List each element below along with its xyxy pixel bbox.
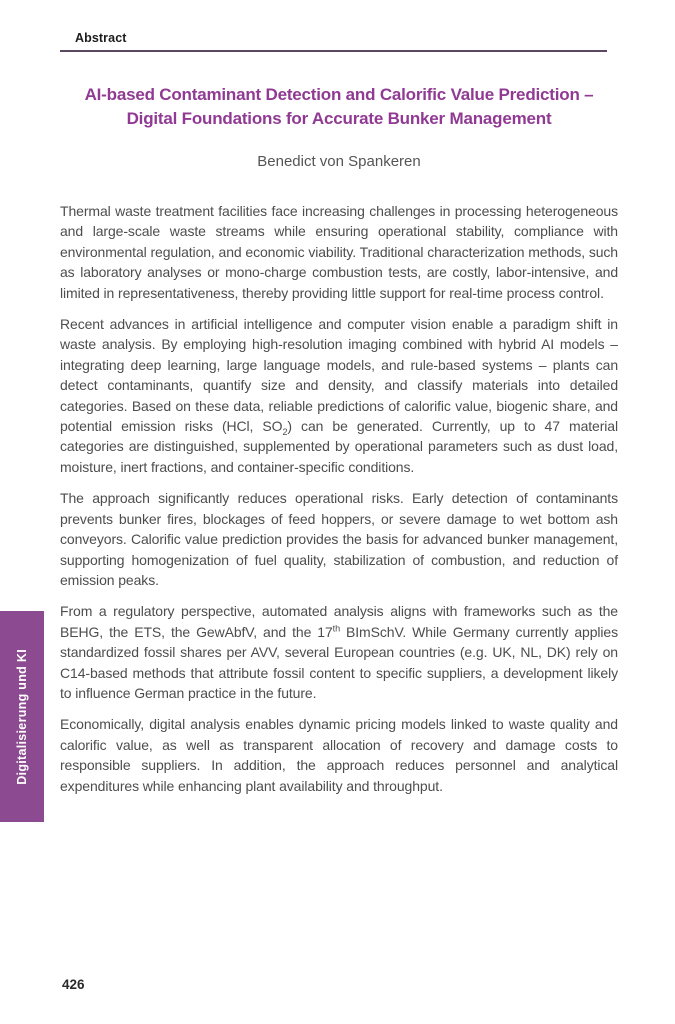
text-run: From a regulatory perspective, automated analysis aligns with frameworks such as the BEHG, the ETS, the GewAbfV, and the 17 xyxy=(60,603,618,640)
abstract-paragraph xyxy=(60,201,618,303)
title-line-2: Digital Foundations for Accurate Bunker Management xyxy=(126,109,552,128)
page-number: 426 xyxy=(62,977,85,992)
abstract-paragraphs xyxy=(60,201,618,796)
text-run: Recent advances in artificial intelligence and computer vision enable a paradigm shift in waste analysis. By employing high-resolution imaging combined with hybrid AI models – integrating deep learning, large language models, and rule-based systems – plants can detect contaminants, quantify size and density, and classify materials into detailed categories. Based on these data, reliable predictions of calorific value, biogenic share, and potential emission risks (HCl, SO xyxy=(60,316,618,435)
section-side-tab xyxy=(0,611,44,822)
text-run: The approach significantly reduces operational risks. Early detection of contaminants prevents bunker fires, blockages of feed hoppers, or severe damage to wet bottom ash conveyors. Calorific value prediction provides the basis for advanced bunker management, supporting homogenization of fuel quality, stabilization of combustion, and reduction of emission peaks. xyxy=(60,490,618,588)
author-name: Benedict von Spankeren xyxy=(257,153,421,170)
text-sub: 2 xyxy=(282,426,288,437)
text-run: Economically, digital analysis enables dynamic pricing models linked to waste quality and calorific value, as well as transparent allocation of recovery and damage costs to responsible suppliers. In addition, the approach reduces personnel and analytical expenditures while enhancing plant availability and throughput. xyxy=(60,716,618,794)
text-sup: th xyxy=(332,623,341,634)
abstract-paragraph xyxy=(60,601,618,703)
side-tab-label: Digitalisierung und KI xyxy=(15,648,29,785)
abstract-paragraph xyxy=(60,714,618,796)
title-line-1: AI-based Contaminant Detection and Calorific Value Prediction – xyxy=(84,85,594,104)
header-rule xyxy=(60,50,607,52)
text-run: BImSchV. While Germany currently applies standardized fossil shares per AVV, several European countries (e.g. UK, NL, DK) rely on C14-based methods that attribute fossil content to specific suppliers, a development likely to influence German practice in the future. xyxy=(60,623,619,701)
running-head: Abstract xyxy=(75,31,127,45)
abstract-paragraph xyxy=(60,314,618,477)
text-run: ) can be generated. Currently, up to 47 material categories are distinguished, supplemented by operational parameters such as dust load, moisture, inert fractions, and container-specific conditions. xyxy=(60,418,618,475)
text-run: Thermal waste treatment facilities face increasing challenges in processing heterogeneous and large-scale waste streams while ensuring operational stability, compliance with environmental regulation, and economic viability. Traditional characterization methods, such as laboratory analyses or mono-charge combustion tests, are costly, labor-intensive, and limited in representativeness, thereby providing little support for real-time process control. xyxy=(60,203,618,301)
abstract-paragraph xyxy=(60,488,618,590)
article-title xyxy=(60,83,618,131)
page-content xyxy=(60,75,618,807)
